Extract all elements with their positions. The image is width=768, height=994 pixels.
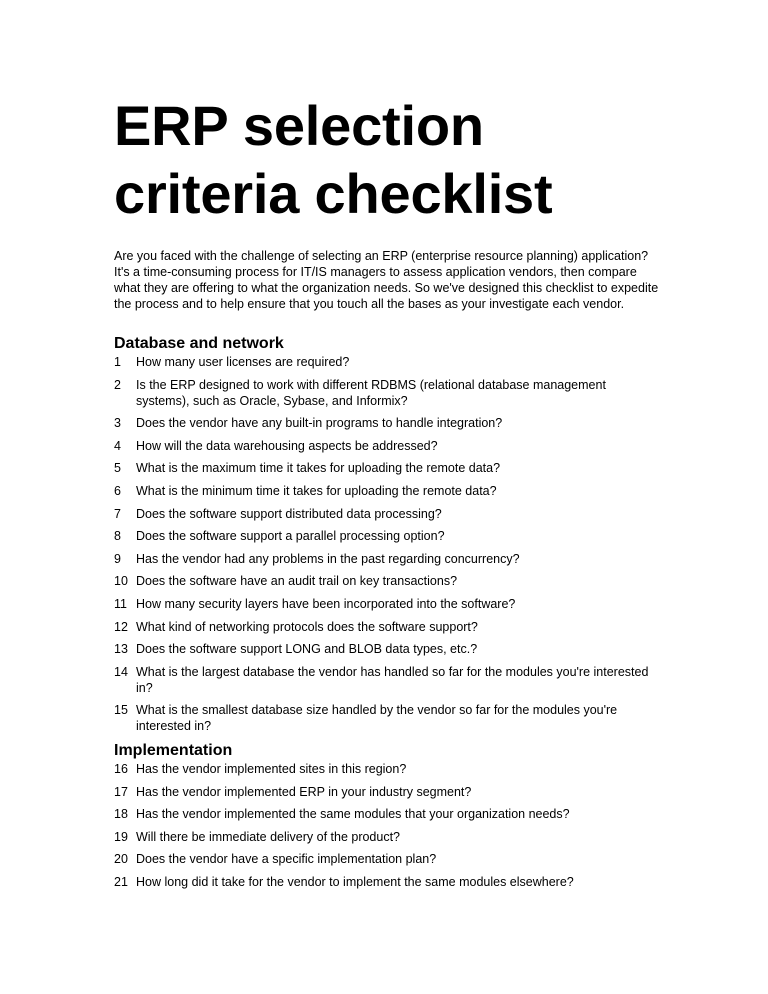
item-question: How long did it take for the vendor to implement the same modules elsewhere? bbox=[136, 874, 574, 889]
item-question: Does the vendor have any built-in programs to handle integration? bbox=[136, 416, 503, 431]
checklist-item bbox=[114, 483, 668, 499]
checklist-item bbox=[114, 354, 668, 370]
checklist-item bbox=[114, 851, 668, 867]
checklist-item bbox=[114, 460, 668, 476]
item-question: How many user licenses are required? bbox=[136, 355, 350, 369]
checklist-item bbox=[114, 664, 668, 696]
checklist-item bbox=[114, 506, 668, 522]
checklist-database-network bbox=[114, 354, 668, 734]
checklist-item bbox=[114, 874, 668, 890]
item-number: 3 bbox=[114, 416, 121, 431]
item-number: 4 bbox=[114, 438, 121, 453]
item-number: 6 bbox=[114, 483, 121, 498]
item-number: 10 bbox=[114, 574, 128, 589]
checklist-item bbox=[114, 829, 668, 845]
item-number: 9 bbox=[114, 551, 121, 566]
checklist-item bbox=[114, 528, 668, 544]
document-title bbox=[114, 92, 668, 228]
title-line-1: ERP selection bbox=[114, 94, 484, 157]
checklist-item bbox=[114, 806, 668, 822]
item-number: 21 bbox=[114, 874, 128, 889]
item-question: Has the vendor implemented ERP in your industry segment? bbox=[136, 784, 472, 799]
checklist-implementation bbox=[114, 761, 668, 890]
item-question: Does the software support distributed data processing? bbox=[136, 506, 442, 521]
item-question: What is the minimum time it takes for uploading the remote data? bbox=[136, 483, 497, 498]
checklist-item bbox=[114, 702, 668, 734]
item-number: 5 bbox=[114, 461, 121, 476]
item-question: Has the vendor implemented sites in this region? bbox=[136, 761, 407, 776]
item-number: 18 bbox=[114, 807, 128, 822]
item-question: What is the largest database the vendor has handled so far for the modules you're interested in? bbox=[136, 664, 649, 695]
checklist-item bbox=[114, 619, 668, 635]
item-question: Has the vendor implemented the same modules that your organization needs? bbox=[136, 807, 570, 822]
item-number: 15 bbox=[114, 703, 128, 718]
checklist-item bbox=[114, 573, 668, 589]
item-number: 16 bbox=[114, 761, 128, 776]
title-line-2: criteria checklist bbox=[114, 162, 553, 225]
item-question: What is the smallest database size handled by the vendor so far for the modules you're interested in? bbox=[136, 703, 618, 734]
item-number: 20 bbox=[114, 852, 128, 867]
item-number: 11 bbox=[114, 596, 127, 611]
item-question: Does the vendor have a specific implementation plan? bbox=[136, 852, 437, 867]
item-number: 17 bbox=[114, 784, 128, 799]
item-question: What kind of networking protocols does the software support? bbox=[136, 619, 478, 634]
item-number: 19 bbox=[114, 829, 128, 844]
item-question: Has the vendor had any problems in the past regarding concurrency? bbox=[136, 551, 520, 566]
item-number: 7 bbox=[114, 506, 121, 521]
intro-paragraph: Are you faced with the challenge of selecting an ERP (enterprise resource planning) application? It's a time-consuming process for IT/IS managers to assess application vendors, then compare what they are offering to what the organization needs. So we've designed this checklist to expedite the process and to help ensure that you touch all the bases as your investigate each vendor. bbox=[114, 249, 659, 311]
section-heading-implementation: Implementation bbox=[114, 741, 233, 759]
checklist-item bbox=[114, 377, 668, 409]
checklist-item bbox=[114, 415, 668, 431]
item-number: 13 bbox=[114, 642, 128, 657]
checklist-item bbox=[114, 438, 668, 454]
item-number: 1 bbox=[114, 355, 121, 369]
item-question: How will the data warehousing aspects be addressed? bbox=[136, 438, 438, 453]
checklist-item bbox=[114, 761, 668, 777]
item-question: How many security layers have been incorporated into the software? bbox=[136, 596, 516, 611]
checklist-item bbox=[114, 641, 668, 657]
item-question: Does the software have an audit trail on key transactions? bbox=[136, 574, 458, 589]
item-number: 8 bbox=[114, 529, 121, 544]
section-heading-database-network: Database and network bbox=[114, 335, 284, 352]
checklist-item bbox=[114, 596, 668, 612]
item-number: 2 bbox=[114, 377, 121, 392]
checklist-item bbox=[114, 784, 668, 800]
item-question: Does the software support LONG and BLOB data types, etc.? bbox=[136, 642, 478, 657]
item-number: 12 bbox=[114, 619, 128, 634]
item-question: Does the software support a parallel processing option? bbox=[136, 529, 445, 544]
item-number: 14 bbox=[114, 664, 128, 679]
checklist-item bbox=[114, 551, 668, 567]
item-question: Will there be immediate delivery of the product? bbox=[136, 829, 401, 844]
item-question: What is the maximum time it takes for uploading the remote data? bbox=[136, 461, 501, 476]
item-question: Is the ERP designed to work with different RDBMS (relational database management systems), such as Oracle, Sybase, and Informix? bbox=[136, 377, 606, 408]
